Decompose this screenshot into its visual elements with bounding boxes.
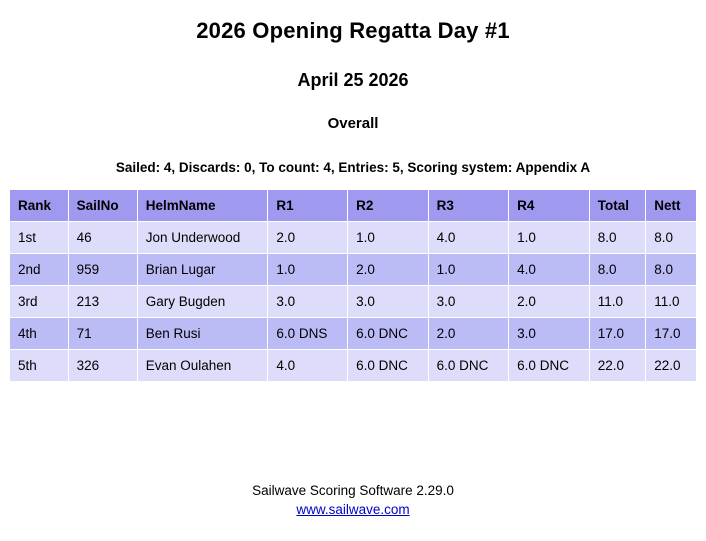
cell-helmname: Jon Underwood <box>137 222 268 254</box>
cell-r3: 1.0 <box>428 254 509 286</box>
cell-sailno: 71 <box>68 318 137 350</box>
column-header-r3[interactable]: R3 <box>428 190 509 222</box>
cell-r3: 2.0 <box>428 318 509 350</box>
cell-r3: 4.0 <box>428 222 509 254</box>
cell-rank: 3rd <box>10 286 69 318</box>
table-row <box>10 222 697 254</box>
cell-total: 22.0 <box>589 350 646 382</box>
cell-sailno: 326 <box>68 350 137 382</box>
cell-r1: 2.0 <box>268 222 348 254</box>
column-header-nett[interactable]: Nett <box>646 190 697 222</box>
cell-total: 17.0 <box>589 318 646 350</box>
cell-sailno: 46 <box>68 222 137 254</box>
results-table-body <box>10 222 697 382</box>
cell-rank: 2nd <box>10 254 69 286</box>
cell-nett: 8.0 <box>646 222 697 254</box>
cell-total: 8.0 <box>589 222 646 254</box>
cell-rank: 5th <box>10 350 69 382</box>
column-header-sailno[interactable]: SailNo <box>68 190 137 222</box>
column-header-rank[interactable]: Rank <box>10 190 69 222</box>
table-row <box>10 318 697 350</box>
table-row <box>10 350 697 382</box>
scoring-summary: Sailed: 4, Discards: 0, To count: 4, Entries: 5, Scoring system: Appendix A <box>115 160 591 175</box>
table-header-row <box>10 190 697 222</box>
cell-r1: 6.0 DNS <box>268 318 348 350</box>
series-name: Overall <box>327 115 379 132</box>
cell-total: 11.0 <box>589 286 646 318</box>
cell-helmname: Evan Oulahen <box>137 350 268 382</box>
cell-nett: 17.0 <box>646 318 697 350</box>
column-header-r2[interactable]: R2 <box>348 190 429 222</box>
cell-r2: 3.0 <box>348 286 429 318</box>
cell-r1: 3.0 <box>268 286 348 318</box>
cell-nett: 22.0 <box>646 350 697 382</box>
cell-r2: 6.0 DNC <box>348 350 429 382</box>
cell-r1: 4.0 <box>268 350 348 382</box>
sailwave-website-link[interactable]: www.sailwave.com <box>296 502 410 517</box>
cell-r2: 1.0 <box>348 222 429 254</box>
cell-r4: 3.0 <box>509 318 590 350</box>
page-footer <box>0 483 706 519</box>
cell-r4: 1.0 <box>509 222 590 254</box>
cell-r3: 6.0 DNC <box>428 350 509 382</box>
table-row <box>10 254 697 286</box>
results-table <box>9 189 697 382</box>
column-header-r1[interactable]: R1 <box>268 190 348 222</box>
page-title: 2026 Opening Regatta Day #1 <box>196 18 510 43</box>
column-header-helmname[interactable]: HelmName <box>137 190 268 222</box>
cell-r3: 3.0 <box>428 286 509 318</box>
cell-r4: 4.0 <box>509 254 590 286</box>
cell-nett: 11.0 <box>646 286 697 318</box>
column-header-total[interactable]: Total <box>589 190 646 222</box>
cell-nett: 8.0 <box>646 254 697 286</box>
cell-rank: 4th <box>10 318 69 350</box>
cell-helmname: Ben Rusi <box>137 318 268 350</box>
results-table-head <box>10 190 697 222</box>
cell-r4: 2.0 <box>509 286 590 318</box>
cell-sailno: 213 <box>68 286 137 318</box>
results-page <box>0 18 706 541</box>
cell-r4: 6.0 DNC <box>509 350 590 382</box>
cell-helmname: Gary Bugden <box>137 286 268 318</box>
column-header-r4[interactable]: R4 <box>509 190 590 222</box>
cell-r1: 1.0 <box>268 254 348 286</box>
table-row <box>10 286 697 318</box>
event-date: April 25 2026 <box>297 70 409 90</box>
software-credit: Sailwave Scoring Software 2.29.0 <box>252 483 454 498</box>
cell-total: 8.0 <box>589 254 646 286</box>
results-table-wrapper <box>9 189 697 382</box>
cell-sailno: 959 <box>68 254 137 286</box>
cell-r2: 2.0 <box>348 254 429 286</box>
cell-rank: 1st <box>10 222 69 254</box>
cell-r2: 6.0 DNC <box>348 318 429 350</box>
cell-helmname: Brian Lugar <box>137 254 268 286</box>
